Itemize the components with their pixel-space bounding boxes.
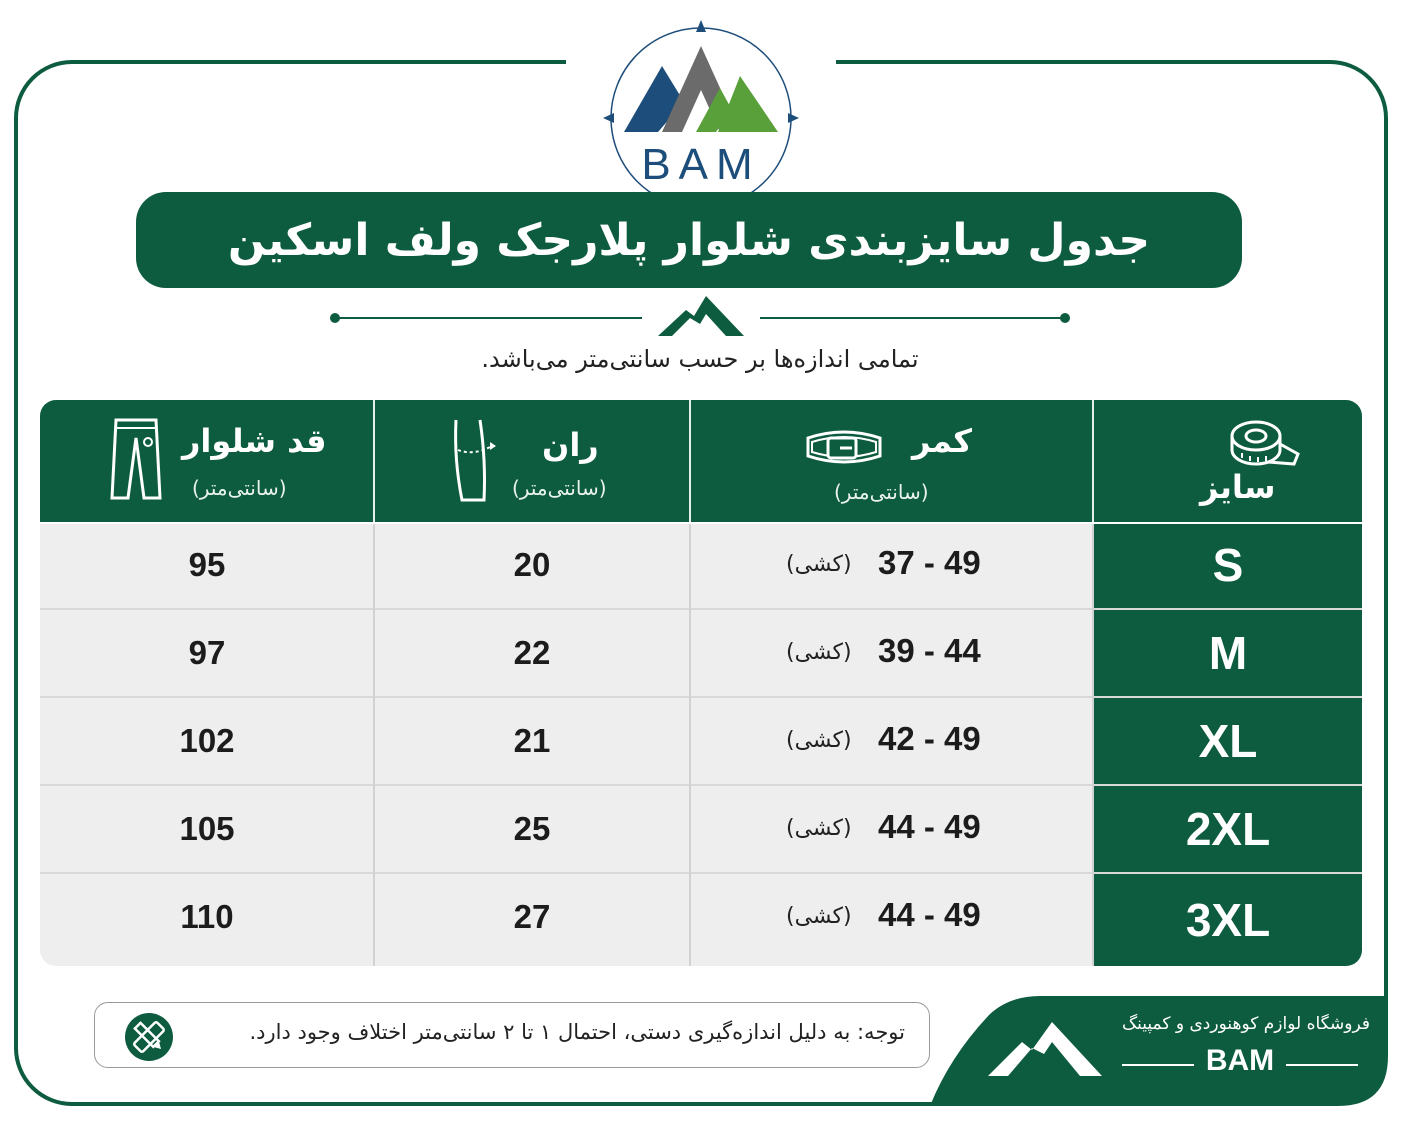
size-table bbox=[40, 400, 1362, 966]
header-thigh-label: ران bbox=[542, 426, 599, 464]
thigh-value: 20 bbox=[513, 546, 551, 583]
header-divider bbox=[1092, 400, 1094, 522]
logo-wordmark: BAM bbox=[641, 140, 761, 189]
pants-icon bbox=[110, 416, 162, 500]
waist-value: 42 - 49 bbox=[878, 720, 981, 757]
size-label: 2XL bbox=[1094, 786, 1362, 872]
stretch-label: (کشی) bbox=[786, 552, 852, 577]
ruler-pencil-icon bbox=[125, 1013, 173, 1061]
header-thigh bbox=[374, 400, 690, 522]
length-value: 102 bbox=[179, 722, 235, 759]
table-row bbox=[40, 874, 1362, 966]
waist-cell bbox=[690, 874, 1094, 960]
header-waist-label: کمر bbox=[912, 422, 972, 460]
thigh-value: 25 bbox=[513, 810, 551, 847]
size-label: 3XL bbox=[1094, 874, 1362, 966]
size-label: XL bbox=[1094, 698, 1362, 784]
waist-value: 39 - 44 bbox=[878, 632, 981, 669]
header-thigh-unit: (سانتی‌متر) bbox=[512, 476, 607, 500]
brand-rule-right bbox=[1286, 1064, 1358, 1066]
header-bottom-line bbox=[40, 522, 1362, 524]
waist-cell bbox=[690, 610, 1094, 696]
stretch-label: (کشی) bbox=[786, 640, 852, 665]
divider-line-right bbox=[760, 317, 1066, 319]
thigh-value: 21 bbox=[513, 722, 551, 759]
title-banner bbox=[136, 192, 1242, 288]
waist-cell bbox=[690, 522, 1094, 608]
table-row bbox=[40, 698, 1362, 784]
table-row bbox=[40, 786, 1362, 872]
measuring-tape-icon bbox=[1228, 418, 1302, 468]
header-size-label: سایز bbox=[1200, 468, 1276, 506]
length-value: 110 bbox=[180, 898, 234, 935]
length-value: 95 bbox=[188, 546, 226, 583]
size-label: S bbox=[1094, 522, 1362, 608]
header-divider bbox=[373, 400, 375, 522]
size-label: M bbox=[1094, 610, 1362, 696]
header-waist-unit: (سانتی‌متر) bbox=[834, 480, 929, 504]
stretch-label: (کشی) bbox=[786, 728, 852, 753]
table-header bbox=[40, 400, 1362, 522]
header-length-label: قد شلوار bbox=[182, 422, 327, 460]
header-divider bbox=[689, 400, 691, 522]
stretch-label: (کشی) bbox=[786, 816, 852, 841]
header-size bbox=[1094, 400, 1362, 522]
waist-value: 44 - 49 bbox=[878, 896, 981, 933]
thigh-value: 22 bbox=[513, 634, 551, 671]
header-length-unit: (سانتی‌متر) bbox=[192, 476, 287, 500]
brand-name: BAM bbox=[1205, 1044, 1275, 1077]
divider-line-left bbox=[336, 317, 642, 319]
page-title: جدول سایزبندی شلوار پلارجک ولف اسکین bbox=[227, 214, 1151, 266]
divider-dot-right bbox=[1060, 313, 1070, 323]
mountain-icon bbox=[656, 294, 746, 338]
note-box bbox=[94, 1002, 930, 1068]
thigh-value: 27 bbox=[513, 898, 551, 935]
note-text: توجه: به دلیل اندازه‌گیری دستی، احتمال ۱ تا ۲ سانتی‌متر اختلاف وجود دارد. bbox=[249, 1020, 905, 1044]
stretch-label: (کشی) bbox=[786, 904, 852, 929]
thigh-icon bbox=[450, 416, 498, 502]
waist-cell bbox=[690, 698, 1094, 784]
brand-tagline: فروشگاه لوازم کوهنوردی و کمپینگ bbox=[1121, 1014, 1370, 1034]
waist-cell bbox=[690, 786, 1094, 872]
table-row bbox=[40, 610, 1362, 696]
belt-icon bbox=[804, 426, 884, 470]
subtitle: تمامی اندازه‌ها بر حسب سانتی‌متر می‌باشد. bbox=[481, 345, 919, 373]
header-length bbox=[40, 400, 374, 522]
length-value: 97 bbox=[188, 634, 226, 671]
brand-rule-left bbox=[1122, 1064, 1194, 1066]
table-row bbox=[40, 522, 1362, 608]
header-waist bbox=[690, 400, 1094, 522]
waist-value: 37 - 49 bbox=[878, 544, 981, 581]
length-value: 105 bbox=[179, 810, 235, 847]
waist-value: 44 - 49 bbox=[878, 808, 981, 845]
mountain-icon bbox=[986, 1018, 1104, 1078]
